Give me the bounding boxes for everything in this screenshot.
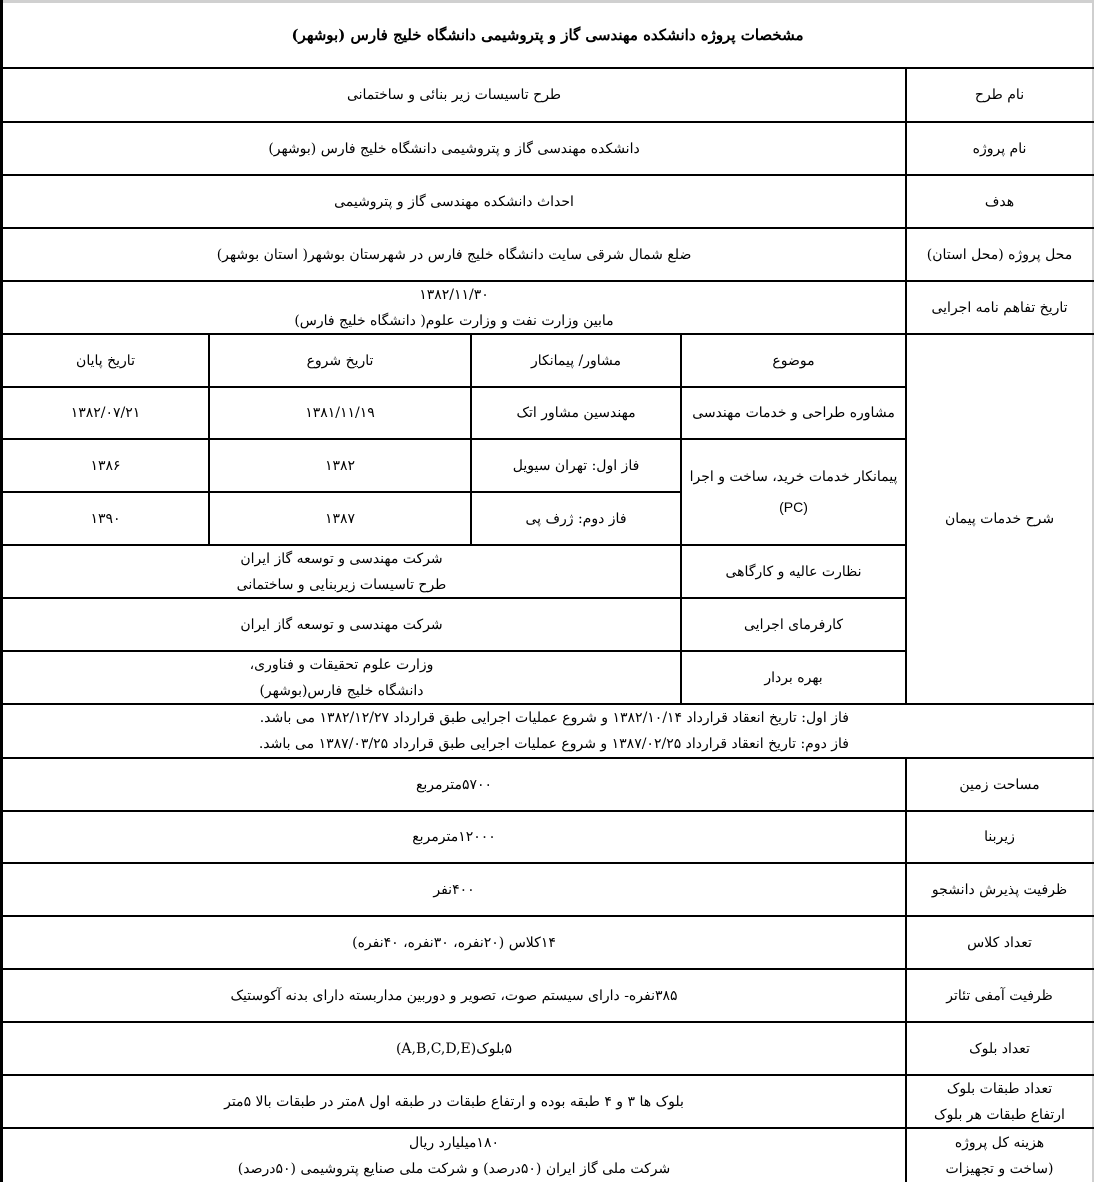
land-area-value: ۵۷۰۰مترمربع — [415, 776, 493, 793]
student-capacity-label: ظرفیت پذیرش دانشجو — [931, 881, 1068, 898]
phase2-end: ۱۳۹۰ — [90, 510, 121, 527]
phase2-start: ۱۳۸۷ — [324, 510, 356, 527]
project-name-label: نام پروژه — [972, 140, 1027, 157]
document-title-text: مشخصات پروژه دانشکده مهندسی گاز و پتروشیمی دانشگاه خلیج فارس (بوشهر) — [291, 26, 804, 44]
floors-label: تعداد طبقات بلوک ارتفاع طبقات هر بلوک — [934, 1080, 1065, 1123]
executive-employer-label: کارفرمای اجرایی — [744, 616, 844, 633]
service-subject-pc: پیمانکار خدمات خرید، ساخت و اجرا (PC) — [689, 469, 898, 515]
goal-label: هدف — [984, 193, 1015, 210]
phase1-end: ۱۳۸۶ — [90, 457, 121, 474]
header-subject: موضوع — [772, 352, 815, 369]
location-label: محل پروژه (محل استان) — [926, 246, 1073, 263]
floors-value: بلوک ها ۳ و ۴ طبقه بوده و ارتفاع طبقات در طبقه اول ۸متر در طبقات بالا ۵متر — [224, 1093, 684, 1110]
student-capacity-value: ۴۰۰نفر — [433, 881, 475, 898]
mou-value — [3, 282, 905, 334]
land-area-label: مساحت زمین — [959, 776, 1040, 793]
total-cost-value: ۱۸۰میلیارد ریال شرکت ملی گاز ایران (۵۰درصد) و شرکت ملی صنایع پتروشیمی (۵۰درصد) — [237, 1134, 671, 1177]
amphitheater-value: ۳۸۵نفره- دارای سیستم صوت، تصویر و دوربین مداربسته دارای بدنه آکوستیک — [230, 987, 678, 1004]
service-subject: مشاوره طراحی و خدمات مهندسی — [692, 405, 895, 421]
header-end-date: تاریخ پایان — [76, 352, 135, 369]
service-contractor: مهندسین مشاور اتک — [516, 405, 636, 421]
built-area-value: ۱۲۰۰۰مترمربع — [412, 829, 496, 845]
document-title — [3, 3, 1092, 67]
supervision-value: شرکت مهندسی و توسعه گاز ایران طرح تاسیسات زیربنایی و ساختمانی — [236, 550, 447, 593]
classes-value: ۱۴کلاس (۲۰نفره، ۳۰نفره، ۴۰نفره) — [352, 934, 556, 951]
blocks-value: ۵بلوک(A,B,C,D,E) — [395, 1040, 513, 1057]
service-end-date: ۱۳۸۲/۰۷/۲۱ — [70, 405, 141, 421]
supervision-label: نظارت عالیه و کارگاهی — [725, 563, 862, 580]
header-start-date: تاریخ شروع — [306, 352, 374, 369]
mou-label: تاریخ تفاهم نامه اجرایی — [931, 300, 1068, 316]
phase2-contractor: فاز دوم: ژرف پی — [525, 510, 627, 527]
classes-label: تعداد کلاس — [967, 934, 1032, 951]
mou-date: ۱۳۸۲/۱۱/۳۰ — [419, 287, 489, 303]
executive-employer-value: شرکت مهندسی و توسعه گاز ایران — [240, 616, 443, 633]
contract-services-label: شرح خدمات پیمان — [944, 511, 1055, 527]
amphitheater-label: ظرفیت آمفی تئاتر — [946, 987, 1053, 1004]
phase-notes — [3, 705, 1092, 757]
plan-name-label: نام طرح — [974, 87, 1025, 103]
built-area-label: زیربنا — [984, 829, 1015, 845]
phase2-note: فاز دوم: تاریخ انعقاد قرارداد ۱۳۸۷/۰۲/۲۵ و شروع عملیات اجرایی طبق قرارداد ۱۳۸۷/۰۳/۲۵ می باشد. — [258, 736, 849, 752]
operator-value: وزارت علوم تحقیقات و فناوری، دانشگاه خلیج فارس(بوشهر) — [249, 656, 434, 699]
blocks-label: تعداد بلوک — [969, 1040, 1030, 1057]
service-start-date: ۱۳۸۱/۱۱/۱۹ — [305, 405, 375, 421]
goal-value: احداث دانشکده مهندسی گاز و پتروشیمی — [334, 193, 574, 210]
plan-name-value: طرح تاسیسات زیر بنائی و ساختمانی — [346, 87, 562, 103]
mou-parties: مابین وزارت نفت و وزارت علوم( دانشگاه خلیج فارس) — [294, 313, 614, 329]
project-name-value: دانشکده مهندسی گاز و پتروشیمی دانشگاه خلیج فارس (بوشهر) — [268, 140, 640, 157]
phase1-note: فاز اول: تاریخ انعقاد قرارداد ۱۳۸۲/۱۰/۱۴ و شروع عملیات اجرایی طبق قرارداد ۱۳۸۲/۱۲/۲۷ می باشد. — [259, 710, 849, 726]
location-value: ضلع شمال شرقی سایت دانشگاه خلیج فارس در شهرستان بوشهر( استان بوشهر) — [216, 246, 692, 263]
phase1-start: ۱۳۸۲ — [324, 457, 356, 474]
total-cost-label: هزینه کل پروژه (ساخت و تجهیزات — [945, 1134, 1054, 1177]
operator-label: بهره بردار — [764, 669, 823, 686]
phase1-contractor: فاز اول: تهران سیویل — [512, 457, 640, 474]
header-contractor: مشاور/ پیمانکار — [530, 352, 622, 369]
